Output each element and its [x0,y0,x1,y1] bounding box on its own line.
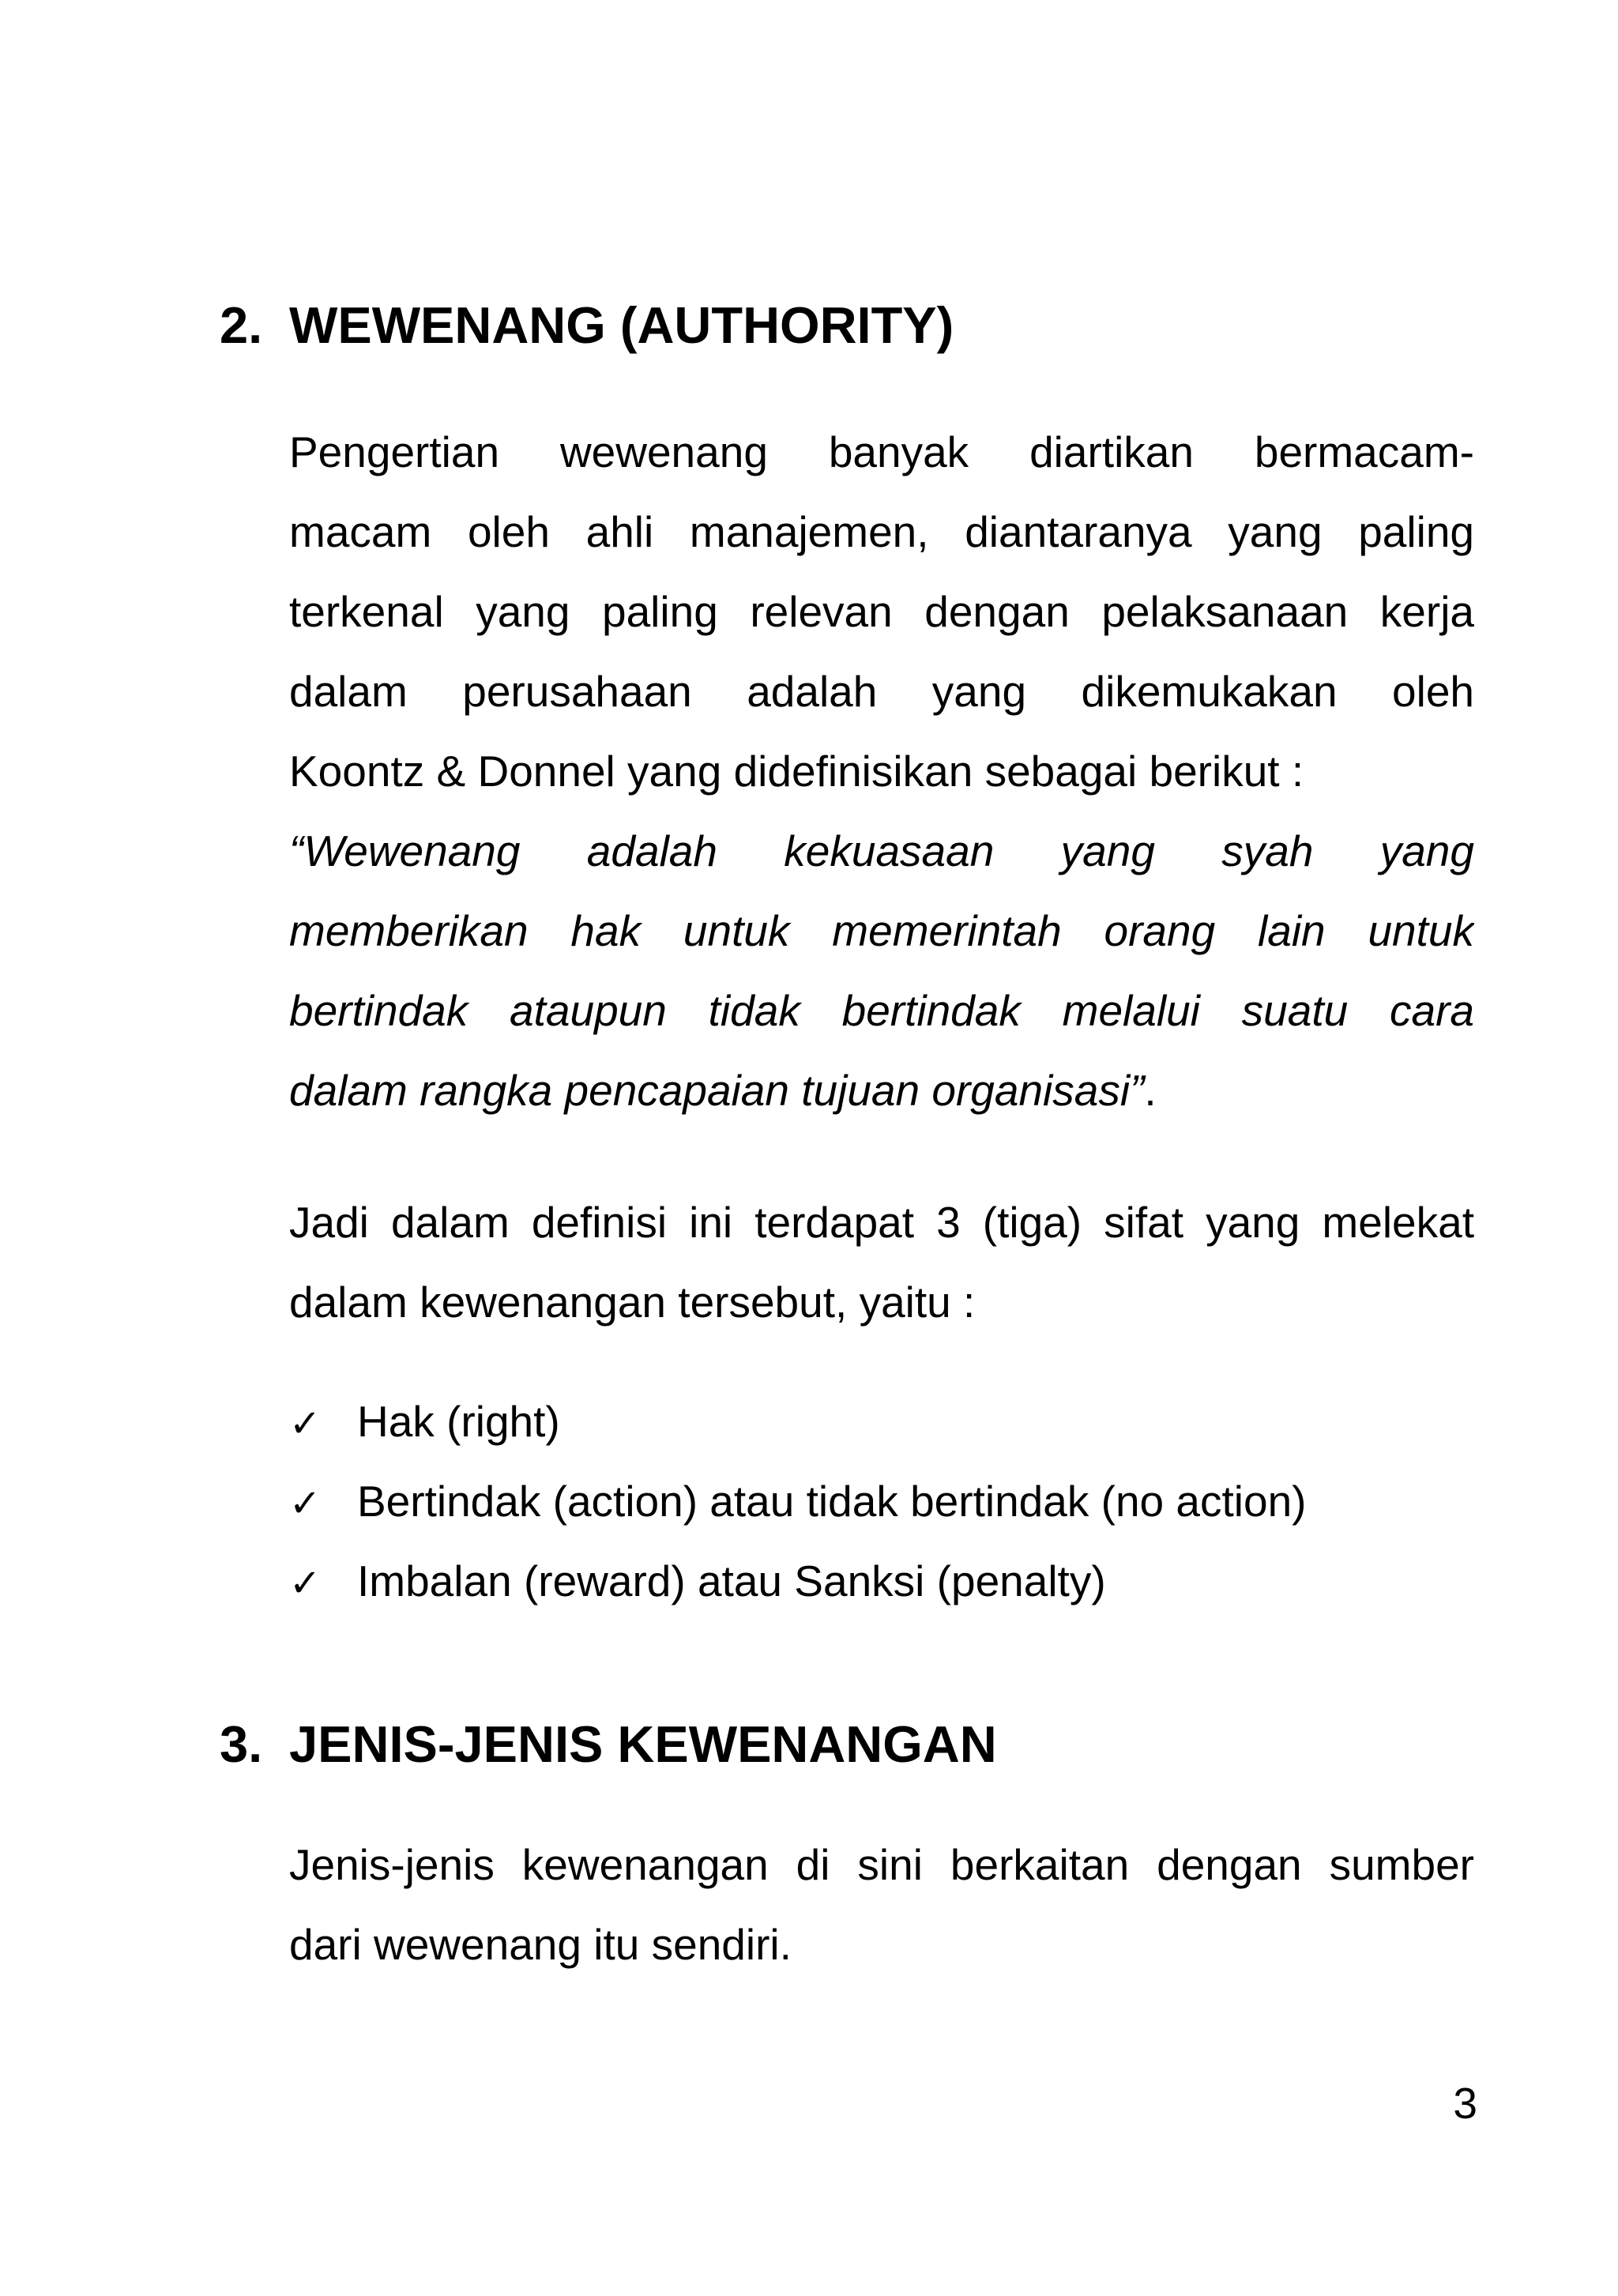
check-icon: ✓ [289,1481,322,1526]
quote-line-last [289,1051,1474,1131]
quote-last-text: dalam rangka pencapaian tujuan organisasi” [289,1066,1145,1115]
paragraph-line: Jenis-jenis kewenangan di sini berkaitan dengan sumber [289,1840,1474,1889]
checklist-item-text: Imbalan (reward) atau Sanksi (penalty) [357,1556,1106,1605]
page-number: 3 [1453,2079,1477,2128]
quote-line: “Wewenang adalah kekuasaan yang syah yang [289,826,1474,875]
attribute-checklist [289,1382,1474,1621]
check-icon: ✓ [289,1402,322,1446]
paragraph-line: Koontz & Donnel yang didefinisikan sebagai berikut : [289,747,1304,796]
definition-quote [289,811,1474,1131]
check-icon: ✓ [289,1561,322,1605]
paragraph-line: macam oleh ahli manajemen, diantaranya yang paling [289,507,1474,556]
section-3-title: JENIS-JENIS KEWENANGAN [289,1715,997,1773]
checklist-item-text: Hak (right) [357,1397,560,1446]
section-3-heading [220,1713,1484,1776]
section-2-title: WEWENANG (AUTHORITY) [289,296,954,354]
paragraph-line: dari wewenang itu sendiri. [289,1920,792,1969]
section-2-heading [220,294,1484,357]
paragraph-line: Pengertian wewenang banyak diartikan bermacam- [289,427,1474,476]
section-2-paragraph-1 [289,412,1474,811]
quote-end-period: . [1144,1066,1157,1115]
quote-line: bertindak ataupun tidak bertindak melalui suatu cara [289,986,1474,1035]
quote-line: memberikan hak untuk memerintah orang lain untuk [289,906,1474,955]
section-3-number: 3. [220,1715,263,1773]
section-2-paragraph-2 [289,1183,1474,1342]
section-3-paragraph [289,1825,1474,1985]
checklist-item [289,1541,1474,1621]
paragraph-line: dalam kewenangan tersebut, yaitu : [289,1278,976,1327]
checklist-item [289,1462,1474,1541]
paragraph-line: terkenal yang paling relevan dengan pelaksanaan kerja [289,587,1474,636]
checklist-item [289,1382,1474,1462]
paragraph-line: Jadi dalam definisi ini terdapat 3 (tiga) sifat yang melekat [289,1198,1474,1247]
checklist-item-text: Bertindak (action) atau tidak bertindak (no action) [357,1477,1307,1526]
paragraph-line: dalam perusahaan adalah yang dikemukakan oleh [289,667,1474,716]
section-2-number: 2. [220,296,263,354]
